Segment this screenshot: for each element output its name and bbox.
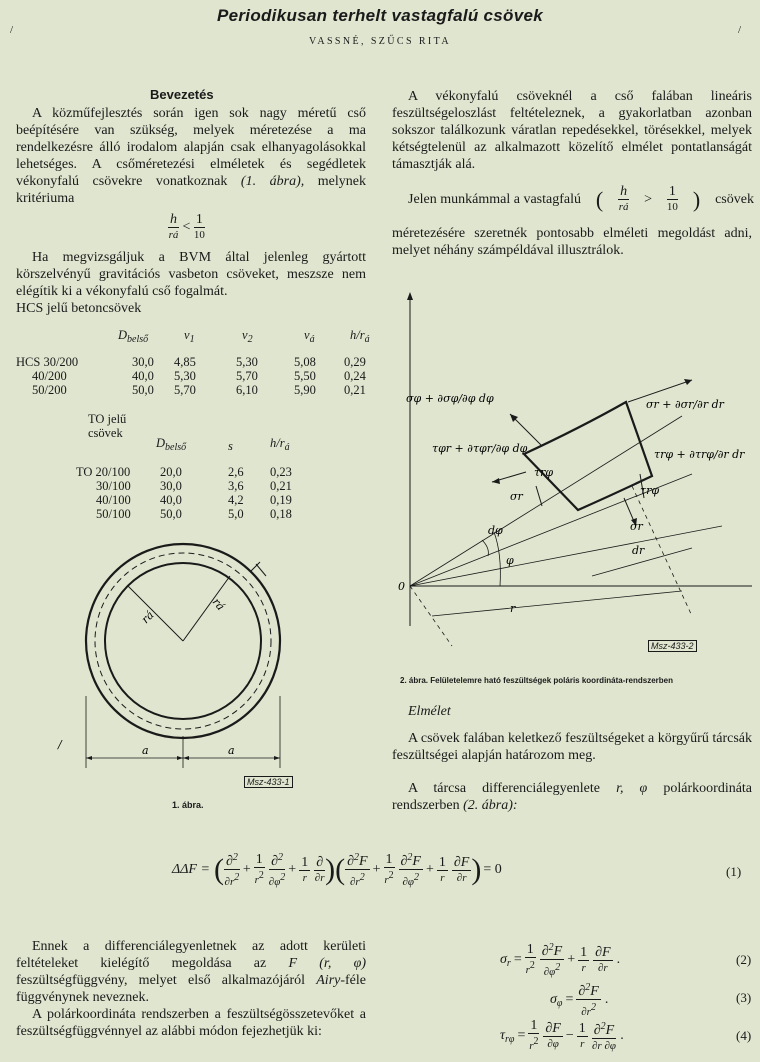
margin-mark: / [10, 24, 14, 36]
criterion-formula: $\frac{h}{rá}$ < $\frac{1}{10}$ [168, 212, 205, 241]
fig2-label-sigma-r-right: σr [630, 520, 643, 533]
intro-paragraph-1: A közműfejlesztés során igen sok nagy méretű cső beépítésére van szükség, melyek méretezése a ma rendelkezésre álló irodalom alapján csak elhanyagolásokkal lehetséges. A csőméretezési elméletek és segédletek vékonyfalú csövekre vonatkoznak (1. ábra), melynek kritériuma [16, 106, 366, 206]
fig1-dim-a-right: a [228, 744, 235, 757]
table-row: 50/200 50,0 5,70 6,10 5,90 0,21 [32, 383, 366, 397]
fig1-radius-label-2: rá [209, 595, 228, 613]
fig2-label-dphi: dφ [488, 524, 503, 537]
fig2-label-phi: φ [506, 554, 514, 567]
theory-paragraph-1: A csövek falában keletkező feszültségeket a körgyűrű tárcsák feszültségei alapján határozom meg. [392, 731, 752, 763]
fig1-dim-a-left: a [142, 744, 149, 757]
bottom-paragraph-1: Ennek a differenciálegyenletnek az adott kerületi feltételeket kielégítő megoldása az F (r, φ) feszültségfüggvény, melyet első alkalmazójáról Airy-féle függvénynek neveznek. [16, 939, 367, 1005]
fig2-label-origin: 0 [398, 580, 405, 593]
fig1-radius-label-1: rá [138, 608, 157, 627]
intro-paragraph-3: HCS jelű betoncsövek [16, 301, 142, 316]
to-table [76, 436, 310, 521]
equation-3: $\sigma_\varphi$ = $\frac{\partial^2F}{\partial r2}$ . [550, 982, 609, 1018]
right-paragraph-2: Jelen munkámmal a vastagfalú ( $\frac{h}{rá}$ > $\frac{1}{10}$ ) csövek [408, 184, 754, 213]
figure-2-polar-stress-diagram [392, 286, 760, 662]
equation-4-number: (4) [736, 1028, 752, 1043]
article-authors: VASSNÉ, SZŰCS RITA [309, 36, 451, 47]
fig2-label-sigma-r-left: σr [510, 490, 523, 503]
equation-2-number: (2) [736, 952, 752, 967]
right-paragraph-1: A vékonyfalú csöveknél a cső falában lineáris feszültségeloszlást feltételeznek, a gyakorlatban azonban sokszor találkozunk váratlan repedésekkel, törésekkel, melyek kétségtelenül az alkalmazott közelítő elmélet pontatlanságát támasztják alá. [392, 89, 752, 172]
hcs-table-header [16, 328, 390, 347]
table-row: 40/200 40,0 5,30 5,70 5,50 0,24 [32, 369, 366, 383]
fig1-caption: 1. ábra. [172, 800, 204, 810]
equation-1-number: (1) [726, 864, 742, 879]
equation-2: $\sigma_r$ = $\frac{1}{r2}$ $\frac{\partial^2F}{\partial\varphi 2}$ + $\frac{1}{r}$ $\frac{\partial F}{\partial r}$ . [500, 942, 621, 978]
to-table-header [76, 436, 310, 455]
margin-mark-right: / [738, 24, 742, 36]
to-col-header: s [228, 438, 233, 453]
hcs-col-header: $v_1$ [184, 328, 195, 345]
fig2-label-r: r [510, 602, 516, 615]
to-col-header: $D_{belső}$ [156, 436, 187, 453]
article-title: Periodikusan terhelt vastagfalú csövek [216, 6, 544, 25]
fig1-side-mark: / [58, 738, 62, 751]
table-row: 30/100 30,0 3,6 0,21 [96, 479, 292, 493]
hcs-col-header: $v_á$ [304, 328, 315, 345]
fig2-label-dr: dr [632, 544, 645, 557]
hcs-col-header: $D_{belső}$ [118, 328, 149, 345]
equation-4: $\tau_{r\varphi}$ = $\frac{1}{r2}$ $\frac{\partial F}{\partial\varphi}$ − $\frac{1}{r}$ $\frac{\partial^2F}{\partial r \partial\varphi}$ . [500, 1018, 624, 1052]
fig2-label-tau-r-phi-plus: τrφ + ∂τrφ/∂r dr [654, 448, 745, 461]
fig2-label-tau-r-phi-2: τrφ [640, 484, 660, 497]
fig2-label-tau-r-phi: τrφ [534, 466, 554, 479]
to-col-header: $h/r_á$ [270, 436, 290, 453]
table-row: HCS 30/200 30,0 4,85 5,30 5,08 0,29 [16, 355, 366, 369]
theory-heading: Elmélet [408, 704, 451, 719]
fig2-label-tau-phi-r-plus: τφr + ∂τφr/∂φ dφ [432, 442, 528, 455]
table-row: 50/100 50,0 5,0 0,18 [96, 507, 292, 521]
intro-heading: Bevezetés [150, 87, 214, 102]
table-row: 40/100 40,0 4,2 0,19 [96, 493, 292, 507]
hcs-table [16, 328, 390, 397]
figure-1-pipe-cross-section [60, 536, 320, 806]
equation-3-number: (3) [736, 990, 752, 1005]
to-table-label: TO jelű csövek [88, 412, 127, 440]
fig2-label-sigma-phi-plus: σφ + ∂σφ/∂φ dφ [406, 392, 494, 405]
equation-1: ΔΔF = ( $\frac{\partial^2}{\partial r2}$ + $\frac{1}{r2}$ $\frac{\partial^2}{\partial\varphi 2}$ + $\frac{1}{r}$ $\frac{\partial}{\partial r}$ )( $\frac{\partial^2F}{\partial r2}$ + $\frac{1}{r2}$ $\frac{\partial^2F}{\partial\varphi 2}$ + $\frac{1}{r}$ $\frac{\partial F}{\partial r}$ ) = 0 [172, 852, 502, 888]
fig2-caption: 2. ábra. Felületelemre ható feszültségek poláris koordináta-rendszerben [400, 676, 673, 685]
right-paragraph-3: méretezésére szeretnék pontosabb elméleti megoldást adni, melyet néhány számpéldával illusztrálok. [392, 226, 752, 258]
fig2-label-sigma-r-plus: σr + ∂σr/∂r dr [646, 398, 724, 411]
table-row: TO 20/100 20,0 2,6 0,23 [76, 465, 292, 479]
hcs-col-header: $v_2$ [242, 328, 253, 345]
hcs-col-header: $h/r_á$ [350, 328, 370, 345]
intro-paragraph-2: Ha megvizsgáljuk a BVM által jelenleg gyártott körszelvényű gravitációs vasbeton csöveket, meszsze nem elégítik ki a vékonyfalú cső fogalmát. [16, 250, 366, 299]
theory-paragraph-2: A tárcsa differenciálegyenlete r, φ polárkoordináta rendszerben (2. ábra): [392, 781, 753, 813]
fig2-label-box: Msz-433-2 [648, 640, 697, 652]
fig1-label-box: Msz-433-1 [244, 776, 293, 788]
bottom-paragraph-2: A polárkoordináta rendszerben a feszültségösszetevőket a feszültségfüggvénnyel az alábbi módon fejezhetjük ki: [16, 1007, 366, 1039]
